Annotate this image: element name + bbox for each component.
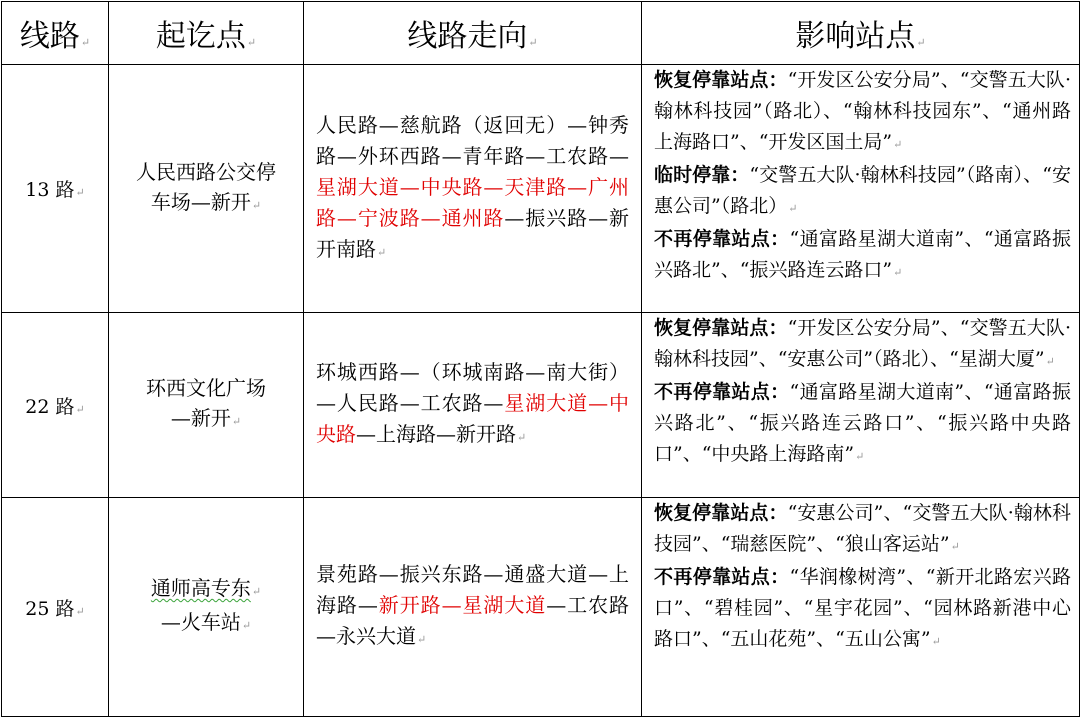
table-row-22 — [2, 313, 1080, 498]
endpoints-line-1: 环西文化广场 — [146, 376, 266, 400]
direction-highlight: 星湖大道—中央路—天津路—广州路—宁波路—通州路 — [316, 174, 629, 230]
stops-label: 恢复停靠站点： — [654, 502, 788, 524]
stops-entry — [654, 498, 1071, 562]
stops-label: 不再停靠站点： — [654, 381, 790, 403]
direction-text: 人民路—慈航路（返回无）—钟秀路—外环西路—青年路—工农路— — [316, 112, 629, 168]
stops-entry — [654, 160, 1071, 224]
cell-route-direction — [304, 65, 642, 313]
paragraph-mark: ↵ — [931, 635, 941, 648]
cell-line-number — [2, 498, 109, 717]
endpoints-line-1: 通师高专东 — [150, 576, 251, 600]
paragraph-mark: ↵ — [246, 36, 257, 49]
stops-text: “开发区公安分局”、“交警五大队·翰林科技园”、“安惠公司”（路北）、“星湖大厦” — [654, 317, 1071, 370]
direction-highlight: 新开路—星湖大道 — [377, 593, 547, 617]
paragraph-mark: ↵ — [417, 633, 427, 646]
header-ends-label: 起讫点 — [155, 19, 246, 54]
stops-entry — [654, 65, 1071, 160]
paragraph-mark: ↵ — [251, 198, 262, 212]
stops-entry — [654, 313, 1071, 377]
endpoints-line-2: 车场—新开 — [150, 189, 251, 214]
header-line-label: 线路 — [19, 19, 80, 54]
line-number: 13 路 — [25, 179, 75, 201]
paragraph-mark: ↵ — [855, 450, 865, 463]
stops-text: “开发区公安分局”、“交警五大队·翰林科技园”（路北）、“翰林科技园东”、“通州路上海路口”、“开发区国土局” — [654, 69, 1071, 153]
cell-endpoints — [109, 498, 304, 717]
direction-text-end: —上海路—新开路 — [356, 422, 516, 446]
stops-label: 恢复停靠站点： — [654, 69, 788, 91]
endpoints-line-2: —新开 — [170, 406, 231, 430]
stops-text: “华润橡树湾”、“新开北路宏兴路口”、“碧桂园”、“星宇花园”、“园林路新港中心路口”、“五山花苑”、“五山公寓” — [654, 566, 1071, 650]
header-stops — [642, 2, 1080, 65]
stops-text: “通富路星湖大道南”、“通富路振兴路北”、“振兴路连云路口” — [654, 228, 1071, 281]
paragraph-mark: ↵ — [75, 402, 85, 416]
paragraph-mark: ↵ — [893, 138, 903, 151]
stops-label: 不再停靠站点： — [654, 228, 790, 250]
stops-text: “交警五大队·翰林科技园”（路南）、“安惠公司”（路北） — [654, 164, 1071, 217]
stops-entry — [654, 562, 1071, 657]
direction-text: 环城西路—（环城南路—南大街）—人民路—工农路— — [316, 360, 629, 415]
header-direction — [304, 2, 642, 65]
line-number: 22 路 — [25, 395, 75, 418]
paragraph-mark: ↵ — [517, 431, 527, 444]
header-line — [2, 2, 109, 65]
cell-endpoints — [109, 65, 304, 313]
paragraph-mark: ↵ — [377, 245, 387, 259]
paragraph-mark: ↵ — [241, 619, 252, 632]
paragraph-mark: ↵ — [950, 540, 960, 553]
cell-affected-stops — [642, 498, 1080, 717]
stops-text: “通富路星湖大道南”、“通富路振兴路北”、“振兴路连云路口”、“振兴路中央路口”、“中央路上海路南” — [654, 381, 1071, 465]
paragraph-mark: ↵ — [231, 415, 242, 428]
stops-entry — [654, 377, 1071, 472]
stops-label: 不再停靠站点： — [654, 566, 790, 588]
paragraph-mark: ↵ — [75, 186, 85, 199]
stops-text: “安惠公司”、“交警五大队·翰林科技园”、“瑞慈医院”、“狼山客运站” — [654, 502, 1071, 555]
stops-label: 临时停靠： — [654, 164, 750, 186]
paragraph-mark: ↵ — [916, 36, 926, 49]
cell-affected-stops — [642, 313, 1080, 498]
route-adjustment-table — [1, 1, 1080, 717]
endpoints-line-1: 人民西路公交停 — [136, 159, 276, 184]
paragraph-mark: ↵ — [788, 202, 798, 215]
cell-route-direction — [304, 498, 642, 717]
direction-text: 景苑路—振兴东路—通盛大道—上海路— — [316, 562, 629, 617]
direction-text-end: —工农路—永兴大道 — [316, 593, 630, 648]
direction-text-end: —振兴路—新开南路 — [316, 205, 630, 261]
paragraph-mark: ↵ — [528, 36, 538, 49]
paragraph-mark: ↵ — [251, 585, 262, 598]
cell-line-number — [2, 65, 109, 313]
stops-label: 恢复停靠站点： — [654, 317, 788, 339]
header-direction-label: 线路走向 — [407, 19, 528, 54]
paragraph-mark: ↵ — [893, 266, 903, 279]
direction-highlight: 星湖大道—中央路 — [316, 391, 630, 446]
cell-line-number — [2, 313, 109, 498]
paragraph-mark: ↵ — [1045, 355, 1055, 368]
table-header-row — [2, 2, 1080, 65]
endpoints-line-2: —火车站 — [160, 610, 241, 634]
cell-route-direction — [304, 313, 642, 498]
line-number: 25 路 — [25, 597, 75, 620]
header-stops-label: 影响站点 — [795, 19, 916, 54]
cell-endpoints — [109, 313, 304, 498]
stops-entry — [654, 224, 1071, 288]
table-row-25 — [2, 498, 1080, 717]
cell-affected-stops — [642, 65, 1080, 313]
paragraph-mark: ↵ — [80, 36, 91, 49]
table-row-13 — [2, 65, 1080, 313]
header-ends — [109, 2, 304, 65]
paragraph-mark: ↵ — [75, 604, 85, 618]
